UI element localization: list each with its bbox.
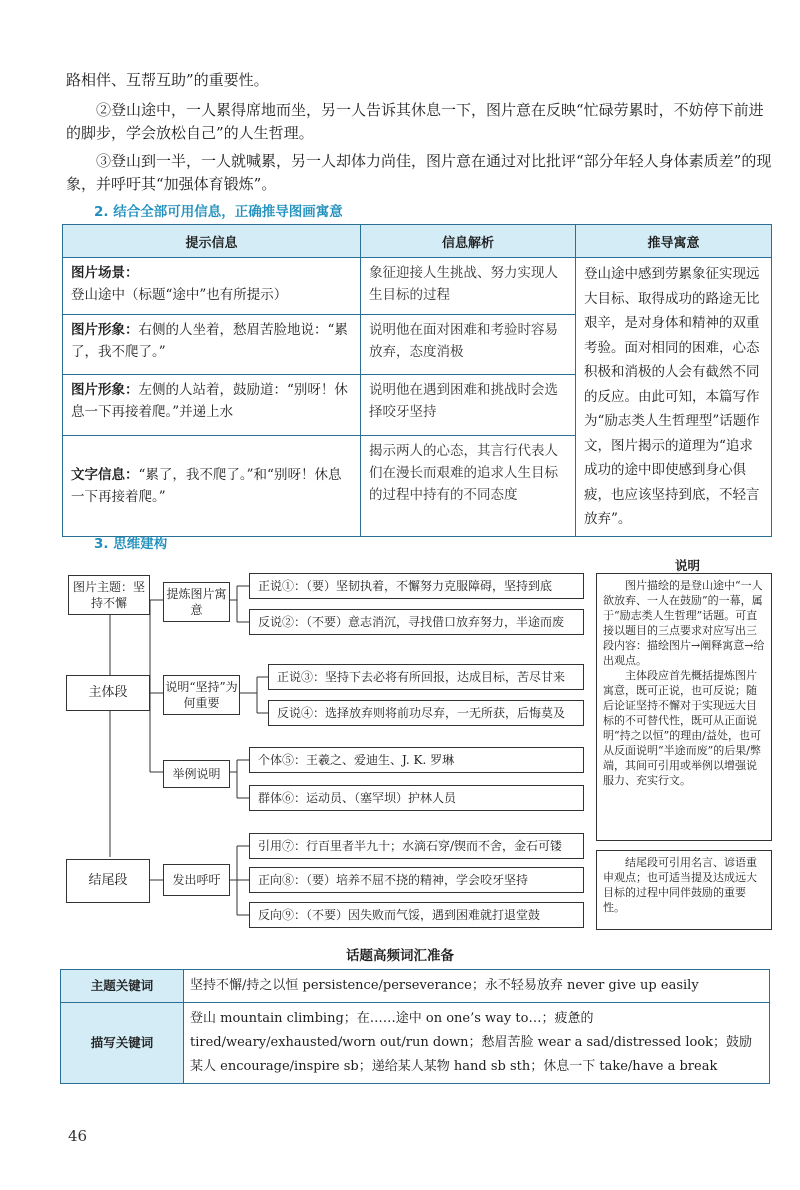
conclusion-cell: 登山途中感到劳累象征实现远大目标、取得成功的路途无比艰辛，是对身体和精神的双重考验。面对相同的困难，心态积极和消极的人会有截然不同的反应。由此可知，本篇写作为“励志类人生哲理型”话题作文，图片揭示的道理为“追求成功的途中即使感到身心俱疲，也应该坚持到底，不轻言放弃”。 <box>576 258 772 537</box>
topic-box: 图片主题：坚持不懈 <box>68 575 150 615</box>
cell-text: 右侧的人坐着，愁眉苦脸地说：“累了，我不爬了。” <box>71 321 348 360</box>
table-cell: 说明他在遇到困难和挑战时会选择咬牙坚持 <box>361 375 576 436</box>
section-heading: 2. 结合全部可用信息，正确推导图画寓意 <box>94 204 343 220</box>
cell-label: 图片形象： <box>71 382 139 399</box>
note-text: 图片描绘的是登山途中“一人欲放弃、一人在鼓励”的一幕，属于“励志类人生哲理”话题。可直接以题目的三点要求对应写出三段内容：描绘图片→阐释寓意→给出观点。 <box>603 579 765 667</box>
leaf-individual-5: 个体⑤：王羲之、爱迪生、J. K. 罗琳 <box>249 747 584 773</box>
text-paragraph: ③登山到一半，一人就喊累，另一人却体力尚佳，图片意在通过对比批评“部分年轻人身体素质差”的现象，并呼吁其“加强体育锻炼”。 <box>66 152 772 193</box>
examples-box: 举例说明 <box>163 760 230 788</box>
cell-label: 图片场景： <box>71 265 139 281</box>
note-title: 说明 <box>675 558 701 573</box>
ending-box: 结尾段 <box>66 859 150 903</box>
note-text: 主体段应首先概括提炼图片寓意，既可正说，也可反说；随后论证坚持不懈对于实现远大目标的不可替代性，既可从正面说明“持之以恒”的理由/益处，也可从反面说明“半途而废”的后果/弊端，其间可引用或举例以增强说服力、充实行文。 <box>603 669 761 787</box>
cell-label: 图片形象： <box>71 321 139 338</box>
cell-text: 左侧的人站着，鼓励道：“别呀！休息一下再接着爬。”并递上水 <box>71 382 348 421</box>
cell-text: “累了，我不爬了。”和“别呀！休息一下再接着爬。” <box>71 466 342 505</box>
vocab-label: 描写关键词 <box>61 1003 184 1084</box>
vocab-title: 话题高频词汇准备 <box>346 948 454 964</box>
refine-meaning-box: 提炼图片寓意 <box>163 582 230 622</box>
table-header: 提示信息 <box>63 225 361 258</box>
table-cell: 揭示两人的心态，其言行代表人们在漫长而艰难的追求人生目标的过程中持有的不同态度 <box>361 435 576 536</box>
leaf-group-6: 群体⑥：运动员、（塞罕坝）护林人员 <box>249 785 584 811</box>
vocab-text: 登山 mountain climbing；在……途中 on one’s way to…；疲惫的 tired/weary/exhausted/worn out/run down；愁眉苦脸 wear a sad/distressed look；鼓励某人 encourage/inspire sb；递给某人某物 hand sb sth；休息一下 take/have a break <box>184 1003 770 1084</box>
leaf-positive-8: 正向⑧：（要）培养不屈不挠的精神，学会咬牙坚持 <box>249 867 584 893</box>
leaf-positive-3: 正说③：坚持下去必将有所回报，达成目标，苦尽甘来 <box>268 664 584 690</box>
cell-label: 文字信息： <box>71 466 139 483</box>
section-heading: 3. 思维建构 <box>94 536 168 552</box>
vocab-table <box>60 969 770 1084</box>
text-paragraph: ②登山途中，一人累得席地而坐，另一人告诉其休息一下，图片意在反映“忙碌劳累时，不妨停下前进的脚步，学会放松自己”的人生哲理。 <box>66 101 764 142</box>
vocab-label: 主题关键词 <box>61 970 184 1003</box>
why-persist-box: 说明“坚持”为何重要 <box>163 675 240 715</box>
main-body-box: 主体段 <box>66 675 150 711</box>
leaf-negative-9: 反向⑨：（不要）因失败而气馁，遇到困难就打退堂鼓 <box>249 902 584 928</box>
leaf-negative-2: 反说②：（不要）意志消沉，寻找借口放弃努力，半途而废 <box>249 609 584 635</box>
note-box: 结尾段可引用名言、谚语重申观点；也可适当提及达成远大目标的过程中同伴鼓励的重要性。 <box>596 850 772 930</box>
appeal-box: 发出呼吁 <box>163 864 230 896</box>
cell-text: 登山途中（标题“途中”也有所提示） <box>71 287 288 303</box>
note-box <box>596 573 772 841</box>
page-number: 46 <box>68 1127 88 1145</box>
leaf-quote-7: 引用⑦：行百里者半九十；水滴石穿/锲而不舍，金石可镂 <box>249 833 584 859</box>
table-cell: 说明他在面对困难和考验时容易放弃，态度消极 <box>361 314 576 375</box>
table-cell: 象征迎接人生挑战、努力实现人生目标的过程 <box>361 258 576 315</box>
vocab-text: 坚持不懈/持之以恒 persistence/perseverance；永不轻易放弃 never give up easily <box>184 970 770 1003</box>
table-header: 信息解析 <box>361 225 576 258</box>
table-header: 推导寓意 <box>576 225 772 258</box>
text-paragraph: 路相伴、互帮互助”的重要性。 <box>66 71 269 89</box>
leaf-positive-1: 正说①：（要）坚韧执着，不懈努力克服障碍，坚持到底 <box>249 573 584 599</box>
leaf-negative-4: 反说④：选择放弃则将前功尽弃，一无所获，后悔莫及 <box>268 700 584 726</box>
